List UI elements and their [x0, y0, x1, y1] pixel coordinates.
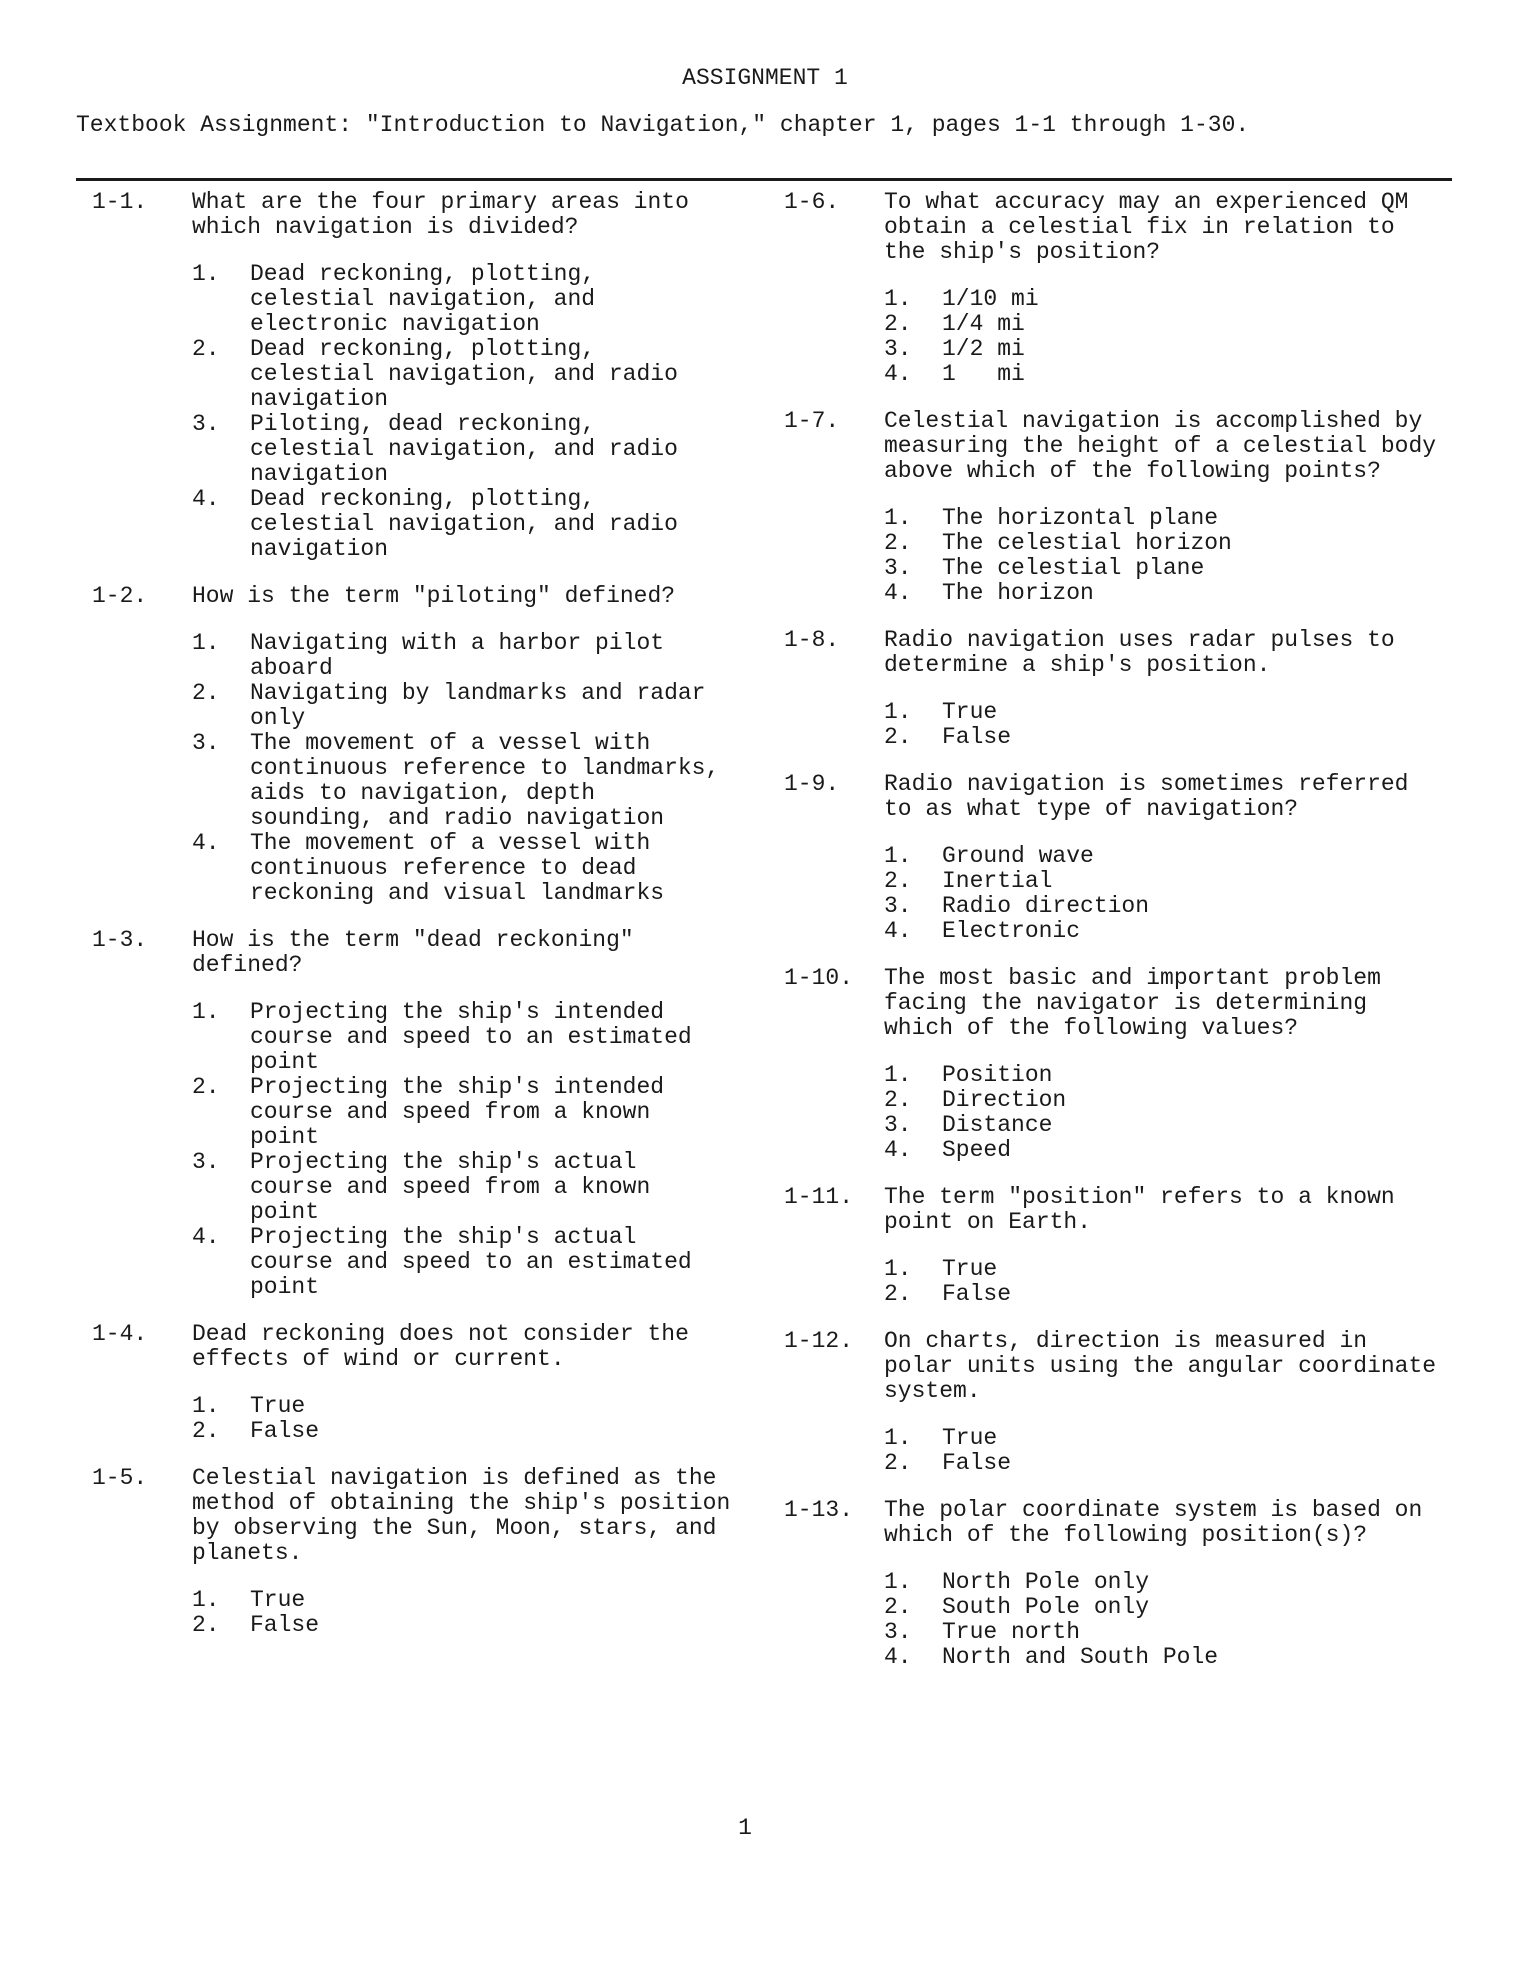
option-number: 3.	[884, 893, 912, 919]
question-item	[784, 1328, 1450, 1476]
option-number: 2.	[884, 724, 912, 750]
question-stem: Celestial navigation is defined as the method of obtaining the ship's position by observing the Sun, Moon, stars, and planets.	[192, 1465, 745, 1566]
option-text: Radio direction	[942, 893, 1150, 919]
answer-options	[192, 1588, 732, 1638]
answer-options	[884, 1426, 1444, 1476]
option-number: 1.	[884, 1062, 912, 1088]
option-number: 1.	[884, 699, 912, 725]
option-number: 3.	[884, 1112, 912, 1138]
answer-option	[192, 1225, 732, 1300]
option-number: 3.	[884, 555, 912, 581]
option-text: False	[942, 1450, 1012, 1476]
option-number: 3.	[192, 730, 220, 756]
option-text: False	[250, 1418, 320, 1444]
option-number: 1.	[192, 1587, 220, 1613]
option-text: True	[942, 1256, 998, 1282]
answer-option	[884, 1088, 1444, 1113]
option-text: Projecting the ship's intended course and speed from a known point	[250, 1074, 678, 1150]
answer-option	[884, 1570, 1444, 1595]
option-text: False	[942, 1281, 1012, 1307]
question-number: 1-12.	[784, 1328, 854, 1354]
option-number: 1.	[884, 843, 912, 869]
option-number: 4.	[192, 486, 220, 512]
answer-options	[884, 287, 1444, 387]
question-item	[784, 190, 1444, 387]
question-item	[92, 190, 732, 562]
textbook-assignment-line: Textbook Assignment: "Introduction to Navigation," chapter 1, pages 1-1 through 1-30.	[76, 112, 1250, 138]
option-number: 1.	[192, 1393, 220, 1419]
question-item	[784, 628, 1444, 750]
option-number: 4.	[192, 1224, 220, 1250]
option-number: 2.	[884, 868, 912, 894]
question-number: 1-10.	[784, 965, 854, 991]
option-number: 2.	[192, 680, 220, 706]
right-question-column	[784, 189, 1450, 1692]
question-number: 1-13.	[784, 1497, 854, 1523]
answer-option	[884, 581, 1444, 606]
option-text: North Pole only	[942, 1569, 1150, 1595]
answer-options	[884, 1063, 1444, 1163]
option-number: 3.	[192, 1149, 220, 1175]
answer-option	[192, 337, 732, 412]
option-text: Projecting the ship's actual course and speed to an estimated point	[250, 1224, 706, 1300]
answer-option	[884, 1451, 1444, 1476]
question-item	[784, 1185, 1444, 1307]
option-text: Projecting the ship's intended course and speed to an estimated point	[250, 999, 706, 1075]
answer-option	[192, 487, 732, 562]
question-item	[784, 966, 1444, 1163]
answer-option	[192, 1394, 732, 1419]
option-number: 2.	[884, 1281, 912, 1307]
option-number: 2.	[884, 1087, 912, 1113]
option-text: Inertial	[942, 868, 1053, 894]
question-stem: Celestial navigation is accomplished by measuring the height of a celestial body above which of the following points?	[884, 408, 1450, 484]
question-item	[92, 928, 732, 1300]
question-stem: The polar coordinate system is based on which of the following position(s)?	[884, 1497, 1437, 1548]
answer-option	[884, 337, 1444, 362]
answer-option	[192, 681, 732, 731]
answer-option	[192, 631, 732, 681]
option-number: 2.	[192, 336, 220, 362]
answer-option	[884, 844, 1444, 869]
left-question-column	[92, 189, 745, 1660]
option-text: True	[942, 699, 998, 725]
option-text: False	[942, 724, 1012, 750]
answer-option	[192, 1150, 732, 1225]
option-text: South Pole only	[942, 1594, 1150, 1620]
option-number: 1.	[884, 505, 912, 531]
option-text: The movement of a vessel with continuous reference to dead reckoning and visual landmarks	[250, 830, 665, 906]
option-text: Direction	[942, 1087, 1067, 1113]
answer-option	[884, 1282, 1444, 1307]
question-stem: Radio navigation is sometimes referred to as what type of navigation?	[884, 771, 1423, 822]
question-stem: The most basic and important problem facing the navigator is determining which of the following values?	[884, 965, 1395, 1041]
option-text: False	[250, 1612, 320, 1638]
option-number: 1.	[192, 999, 220, 1025]
option-text: The movement of a vessel with continuous reference to landmarks, aids to navigation, depth sounding, and radio navigation	[250, 730, 734, 831]
option-number: 4.	[884, 1137, 912, 1163]
question-number: 1-1.	[92, 189, 148, 215]
option-number: 1.	[884, 286, 912, 312]
option-text: Distance	[942, 1112, 1053, 1138]
answer-option	[192, 1613, 732, 1638]
question-stem: On charts, direction is measured in polar units using the angular coordinate system.	[884, 1328, 1450, 1404]
option-number: 3.	[192, 411, 220, 437]
option-text: Projecting the ship's actual course and speed from a known point	[250, 1149, 665, 1225]
answer-options	[884, 844, 1444, 944]
question-number: 1-9.	[784, 771, 840, 797]
answer-option	[192, 1075, 732, 1150]
option-text: 1/10 mi	[942, 286, 1039, 312]
answer-option	[192, 1000, 732, 1075]
answer-option	[884, 919, 1444, 944]
option-number: 3.	[884, 336, 912, 362]
question-item	[784, 772, 1444, 944]
page-number: 1	[738, 1815, 752, 1841]
option-number: 2.	[192, 1612, 220, 1638]
answer-options	[884, 1257, 1444, 1307]
option-number: 2.	[884, 530, 912, 556]
answer-option	[192, 731, 732, 831]
option-text: Speed	[942, 1137, 1012, 1163]
answer-option	[192, 1419, 732, 1444]
answer-option	[884, 869, 1444, 894]
question-item	[92, 1322, 732, 1444]
answer-options	[884, 506, 1444, 606]
answer-options	[884, 700, 1444, 750]
answer-option	[884, 531, 1444, 556]
answer-options	[192, 1394, 732, 1444]
option-number: 4.	[884, 361, 912, 387]
answer-option	[884, 700, 1444, 725]
answer-option	[884, 1063, 1444, 1088]
answer-option	[192, 1588, 732, 1613]
option-number: 4.	[884, 580, 912, 606]
option-number: 4.	[192, 830, 220, 856]
question-number: 1-4.	[92, 1321, 148, 1347]
option-number: 1.	[884, 1569, 912, 1595]
question-number: 1-2.	[92, 583, 148, 609]
option-text: Dead reckoning, plotting, celestial navigation, and radio navigation	[250, 486, 692, 562]
question-stem: Radio navigation uses radar pulses to determine a ship's position.	[884, 627, 1409, 678]
answer-option	[192, 831, 732, 906]
answer-option	[884, 1620, 1444, 1645]
question-number: 1-5.	[92, 1465, 148, 1491]
question-stem: To what accuracy may an experienced QM obtain a celestial fix in relation to the ship's position?	[884, 189, 1423, 265]
question-stem: How is the term "piloting" defined?	[192, 583, 676, 609]
question-stem: The term "position" refers to a known point on Earth.	[884, 1184, 1409, 1235]
option-text: Navigating with a harbor pilot aboard	[250, 630, 678, 681]
option-number: 1.	[192, 261, 220, 287]
option-number: 2.	[884, 1450, 912, 1476]
question-number: 1-7.	[784, 408, 840, 434]
option-text: True north	[942, 1619, 1081, 1645]
answer-option	[884, 287, 1444, 312]
option-text: Piloting, dead reckoning, celestial navigation, and radio navigation	[250, 411, 692, 487]
answer-option	[884, 1595, 1444, 1620]
option-text: The horizontal plane	[942, 505, 1219, 531]
question-stem: How is the term "dead reckoning" defined?	[192, 927, 648, 978]
option-number: 4.	[884, 918, 912, 944]
answer-option	[884, 1426, 1444, 1451]
question-item	[92, 1465, 745, 1638]
answer-option	[884, 1138, 1444, 1163]
option-number: 3.	[884, 1619, 912, 1645]
answer-options	[192, 262, 732, 562]
answer-option	[884, 1113, 1444, 1138]
answer-options	[884, 1570, 1444, 1670]
option-number: 1.	[884, 1425, 912, 1451]
option-text: The celestial horizon	[942, 530, 1232, 556]
answer-option	[192, 412, 732, 487]
option-text: True	[250, 1393, 306, 1419]
option-text: True	[250, 1587, 306, 1613]
option-number: 1.	[884, 1256, 912, 1282]
option-text: The celestial plane	[942, 555, 1205, 581]
answer-option	[884, 506, 1444, 531]
option-text: Position	[942, 1062, 1053, 1088]
option-number: 2.	[884, 1594, 912, 1620]
answer-option	[884, 894, 1444, 919]
question-number: 1-3.	[92, 927, 148, 953]
question-number: 1-6.	[784, 189, 840, 215]
answer-option	[884, 1645, 1444, 1670]
answer-option	[884, 312, 1444, 337]
assignment-title: ASSIGNMENT 1	[682, 65, 848, 91]
option-text: 1/4 mi	[942, 311, 1025, 337]
option-text: Ground wave	[942, 843, 1094, 869]
option-text: Electronic	[942, 918, 1081, 944]
option-text: Navigating by landmarks and radar only	[250, 680, 720, 731]
answer-options	[192, 631, 732, 906]
question-stem: What are the four primary areas into which navigation is divided?	[192, 189, 703, 240]
option-text: True	[942, 1425, 998, 1451]
option-text: Dead reckoning, plotting, celestial navigation, and radio navigation	[250, 336, 692, 412]
answer-option	[192, 262, 732, 337]
option-number: 1.	[192, 630, 220, 656]
header-divider	[76, 178, 1452, 181]
answer-option	[884, 1257, 1444, 1282]
answer-option	[884, 362, 1444, 387]
option-text: North and South Pole	[942, 1644, 1219, 1670]
option-number: 2.	[884, 311, 912, 337]
option-text: 1/2 mi	[942, 336, 1025, 362]
question-item	[784, 1498, 1444, 1670]
option-number: 4.	[884, 1644, 912, 1670]
option-text: 1 mi	[942, 361, 1025, 387]
answer-options	[192, 1000, 732, 1300]
option-text: Dead reckoning, plotting, celestial navigation, and electronic navigation	[250, 261, 609, 337]
question-number: 1-8.	[784, 627, 840, 653]
answer-option	[884, 556, 1444, 581]
option-text: The horizon	[942, 580, 1094, 606]
question-item	[784, 408, 1450, 606]
option-number: 2.	[192, 1074, 220, 1100]
question-stem: Dead reckoning does not consider the effects of wind or current.	[192, 1321, 703, 1372]
option-number: 2.	[192, 1418, 220, 1444]
question-number: 1-11.	[784, 1184, 854, 1210]
question-item	[92, 584, 732, 906]
answer-option	[884, 725, 1444, 750]
